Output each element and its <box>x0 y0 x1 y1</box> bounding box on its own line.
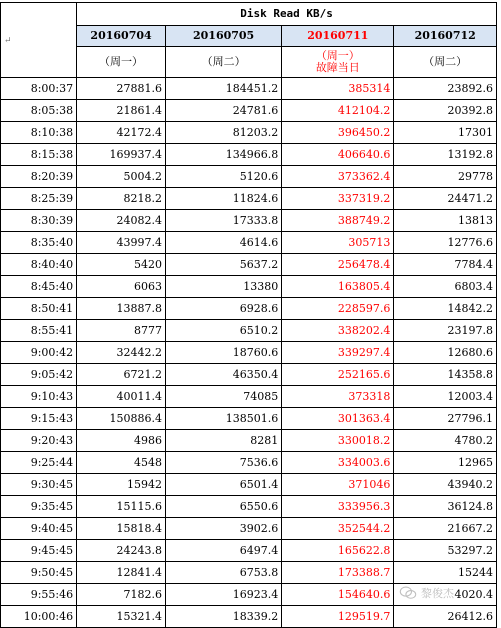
column-day-label: （周二） <box>201 55 246 68</box>
value-text: 6803.4 <box>454 279 493 293</box>
time-cell <box>1 342 77 364</box>
table-row <box>1 606 497 628</box>
column-date-label: 20160712 <box>414 29 476 42</box>
value-cell <box>282 452 394 474</box>
value-text: 46350.4 <box>232 367 279 381</box>
value-text: 7784.4 <box>454 257 493 271</box>
value-text: 6063 <box>133 279 162 293</box>
time-cell <box>1 430 77 452</box>
time-value: 8:00:37 <box>30 81 74 95</box>
value-cell <box>165 232 281 254</box>
value-cell <box>77 364 166 386</box>
column-day-label: （周二） <box>423 55 468 68</box>
value-text: 4020.4 <box>454 587 493 601</box>
value-cell <box>165 78 281 100</box>
value-text: 12841.4 <box>116 565 162 579</box>
value-text: 24243.8 <box>116 543 162 557</box>
value-cell <box>165 540 281 562</box>
table-row <box>1 540 497 562</box>
time-cell <box>1 364 77 386</box>
value-text: 14842.2 <box>447 301 493 315</box>
watermark-text: 黎俊杰 <box>421 587 454 600</box>
value-text: 7182.6 <box>123 587 162 601</box>
value-cell <box>394 298 497 320</box>
value-cell <box>282 320 394 342</box>
value-cell <box>77 78 166 100</box>
disk-read-table <box>0 2 497 628</box>
table-row <box>1 166 497 188</box>
column-date-header <box>282 26 394 47</box>
time-cell <box>1 540 77 562</box>
value-cell <box>165 342 281 364</box>
value-cell <box>282 474 394 496</box>
value-text: 21861.4 <box>116 103 162 117</box>
value-text: 388749.2 <box>337 213 391 227</box>
time-value: 9:55:46 <box>30 587 74 601</box>
value-text: 43940.2 <box>447 477 493 491</box>
value-text: 252165.6 <box>337 367 391 381</box>
value-cell <box>282 540 394 562</box>
column-date-label: 20160704 <box>90 29 152 42</box>
value-cell <box>165 518 281 540</box>
value-cell <box>77 122 166 144</box>
value-text: 169937.4 <box>109 147 162 161</box>
value-cell <box>394 122 497 144</box>
value-cell <box>165 496 281 518</box>
table-row <box>1 386 497 408</box>
column-day-header <box>165 47 281 78</box>
table-row <box>1 100 497 122</box>
time-value: 8:35:40 <box>30 235 74 249</box>
time-cell <box>1 474 77 496</box>
column-day-label: （周一） <box>99 55 144 68</box>
value-cell <box>282 518 394 540</box>
value-cell <box>165 188 281 210</box>
value-text: 24082.4 <box>116 213 162 227</box>
value-text: 29778 <box>458 169 493 183</box>
table-row <box>1 144 497 166</box>
value-text: 20392.8 <box>447 103 493 117</box>
column-date-label: 20160711 <box>307 29 369 42</box>
value-cell <box>394 474 497 496</box>
value-text: 373362.4 <box>337 169 391 183</box>
value-cell <box>282 430 394 452</box>
time-cell <box>1 606 77 628</box>
table-row <box>1 408 497 430</box>
value-text: 337319.2 <box>337 191 391 205</box>
value-text: 334003.6 <box>337 455 391 469</box>
value-text: 330018.2 <box>337 433 391 447</box>
value-cell <box>77 408 166 430</box>
value-text: 15321.4 <box>116 609 162 623</box>
value-text: 373318 <box>348 389 391 403</box>
time-cell <box>1 518 77 540</box>
column-date-label: 20160705 <box>192 29 255 42</box>
value-text: 21667.2 <box>447 521 493 535</box>
value-cell <box>282 342 394 364</box>
value-cell <box>77 386 166 408</box>
value-text: 27796.1 <box>447 411 493 425</box>
value-cell <box>165 320 281 342</box>
value-cell <box>282 364 394 386</box>
value-cell <box>77 320 166 342</box>
value-text: 15115.6 <box>116 499 162 513</box>
column-date-header <box>165 26 281 47</box>
value-text: 338202.4 <box>337 323 391 337</box>
value-cell <box>165 210 281 232</box>
value-text: 333956.3 <box>337 499 391 513</box>
value-text: 134966.8 <box>225 147 279 161</box>
value-cell <box>394 188 497 210</box>
value-text: 4986 <box>133 433 162 447</box>
value-text: 53297.2 <box>447 543 493 557</box>
value-cell <box>394 232 497 254</box>
value-cell <box>165 474 281 496</box>
value-cell <box>165 606 281 628</box>
value-text: 5004.2 <box>123 169 162 183</box>
value-text: 36124.8 <box>447 499 493 513</box>
value-text: 165622.8 <box>337 543 391 557</box>
value-text: 26412.6 <box>447 609 493 623</box>
value-cell <box>394 452 497 474</box>
value-cell <box>77 518 166 540</box>
time-cell <box>1 276 77 298</box>
wechat-icon <box>399 586 417 600</box>
table-row <box>1 298 497 320</box>
value-cell <box>165 298 281 320</box>
table-row <box>1 254 497 276</box>
time-cell <box>1 320 77 342</box>
time-value: 9:30:45 <box>30 477 74 491</box>
value-cell <box>165 430 281 452</box>
value-text: 256478.4 <box>337 257 391 271</box>
time-value: 10:00:46 <box>23 609 74 623</box>
corner-cell <box>1 3 77 78</box>
value-text: 11824.6 <box>232 191 279 205</box>
table-row <box>1 364 497 386</box>
value-cell <box>77 254 166 276</box>
value-cell <box>77 496 166 518</box>
column-day-header <box>394 47 497 78</box>
value-cell <box>394 386 497 408</box>
time-value: 9:00:42 <box>30 345 74 359</box>
value-text: 6510.2 <box>239 323 279 337</box>
value-cell <box>394 562 497 584</box>
value-text: 5637.2 <box>239 257 279 271</box>
table-row <box>1 562 497 584</box>
value-cell <box>282 408 394 430</box>
time-value: 8:55:41 <box>30 323 74 337</box>
column-day-note: 故障当日 <box>315 61 360 74</box>
value-text: 17333.8 <box>232 213 279 227</box>
time-cell <box>1 386 77 408</box>
value-cell <box>165 166 281 188</box>
value-text: 184451.2 <box>225 81 279 95</box>
value-cell <box>282 562 394 584</box>
value-cell <box>77 606 166 628</box>
value-cell <box>165 144 281 166</box>
value-cell <box>282 496 394 518</box>
value-cell <box>165 584 281 606</box>
value-text: 3902.6 <box>239 521 279 535</box>
value-cell <box>282 100 394 122</box>
table-row <box>1 430 497 452</box>
value-cell <box>77 210 166 232</box>
time-value: 9:40:45 <box>30 521 74 535</box>
value-text: 43997.4 <box>116 235 162 249</box>
value-text: 42172.4 <box>116 125 162 139</box>
table-row <box>1 78 497 100</box>
value-cell <box>394 518 497 540</box>
table-row <box>1 518 497 540</box>
value-cell <box>282 188 394 210</box>
value-cell <box>282 584 394 606</box>
value-cell <box>282 166 394 188</box>
value-text: 305713 <box>348 235 391 249</box>
time-value: 9:25:44 <box>30 455 74 469</box>
value-text: 23197.8 <box>447 323 493 337</box>
table-row <box>1 276 497 298</box>
time-value: 9:35:45 <box>30 499 74 513</box>
value-cell <box>394 166 497 188</box>
value-text: 74085 <box>243 389 279 403</box>
value-cell <box>165 364 281 386</box>
time-value: 8:20:39 <box>30 169 74 183</box>
value-text: 8218.2 <box>123 191 162 205</box>
value-text: 13887.8 <box>116 301 162 315</box>
table-title <box>77 3 497 26</box>
value-text: 17301 <box>458 125 493 139</box>
value-cell <box>165 100 281 122</box>
value-text: 339297.4 <box>337 345 391 359</box>
value-text: 24781.6 <box>232 103 279 117</box>
value-text: 371046 <box>348 477 391 491</box>
time-cell <box>1 298 77 320</box>
value-text: 12965 <box>458 455 493 469</box>
value-cell <box>282 210 394 232</box>
value-text: 6550.6 <box>239 499 279 513</box>
value-text: 13380 <box>243 279 279 293</box>
value-cell <box>394 144 497 166</box>
value-cell <box>394 606 497 628</box>
value-cell <box>165 122 281 144</box>
value-text: 4614.6 <box>239 235 279 249</box>
value-cell <box>394 430 497 452</box>
value-text: 6721.2 <box>123 367 162 381</box>
value-text: 81203.2 <box>232 125 279 139</box>
value-cell <box>77 584 166 606</box>
value-cell <box>77 188 166 210</box>
value-text: 4548 <box>133 455 162 469</box>
value-text: 13813 <box>458 213 493 227</box>
value-text: 32442.2 <box>116 345 162 359</box>
time-cell <box>1 210 77 232</box>
value-cell <box>77 100 166 122</box>
value-text: 138501.6 <box>225 411 279 425</box>
value-cell <box>165 386 281 408</box>
time-cell <box>1 584 77 606</box>
time-cell <box>1 452 77 474</box>
value-text: 228597.6 <box>337 301 391 315</box>
time-value: 8:45:40 <box>30 279 74 293</box>
time-cell <box>1 254 77 276</box>
value-cell <box>77 452 166 474</box>
value-cell <box>77 298 166 320</box>
value-text: 16923.4 <box>232 587 279 601</box>
table-row <box>1 342 497 364</box>
value-text: 18760.6 <box>232 345 279 359</box>
value-cell <box>394 408 497 430</box>
value-cell <box>394 210 497 232</box>
time-value: 9:45:45 <box>30 543 74 557</box>
time-cell <box>1 166 77 188</box>
column-day-header <box>282 47 394 78</box>
value-cell <box>77 276 166 298</box>
value-text: 6928.6 <box>239 301 279 315</box>
value-cell <box>394 276 497 298</box>
table-row <box>1 452 497 474</box>
time-cell <box>1 122 77 144</box>
value-cell <box>282 606 394 628</box>
value-cell <box>394 254 497 276</box>
value-text: 6753.8 <box>239 565 279 579</box>
value-text: 12776.6 <box>447 235 493 249</box>
value-text: 18339.2 <box>232 609 279 623</box>
value-cell <box>282 144 394 166</box>
value-text: 40011.4 <box>116 389 162 403</box>
value-text: 154640.6 <box>337 587 391 601</box>
value-text: 6497.4 <box>239 543 279 557</box>
value-text: 5420 <box>133 257 162 271</box>
value-text: 396450.2 <box>337 125 391 139</box>
value-cell <box>394 540 497 562</box>
table-row <box>1 188 497 210</box>
time-cell <box>1 562 77 584</box>
value-text: 12680.6 <box>447 345 493 359</box>
table-title-text: Disk Read KB/s <box>240 7 333 20</box>
value-text: 8281 <box>250 433 279 447</box>
time-value: 8:50:41 <box>30 301 74 315</box>
time-cell <box>1 408 77 430</box>
value-cell <box>282 276 394 298</box>
value-text: 406640.6 <box>337 147 391 161</box>
value-text: 12003.4 <box>447 389 493 403</box>
time-value: 8:10:38 <box>30 125 74 139</box>
value-text: 24471.2 <box>447 191 493 205</box>
watermark <box>399 582 499 604</box>
column-date-header <box>394 26 497 47</box>
value-text: 6501.4 <box>239 477 279 491</box>
table-row <box>1 122 497 144</box>
value-cell <box>282 386 394 408</box>
time-value: 9:20:43 <box>30 433 74 447</box>
value-cell <box>77 144 166 166</box>
time-cell <box>1 144 77 166</box>
value-text: 15818.4 <box>116 521 162 535</box>
value-text: 13192.8 <box>447 147 493 161</box>
value-text: 412104.2 <box>337 103 391 117</box>
value-text: 27881.6 <box>116 81 162 95</box>
value-text: 23892.6 <box>447 81 493 95</box>
value-cell <box>165 562 281 584</box>
value-cell <box>394 342 497 364</box>
table-row <box>1 232 497 254</box>
time-cell <box>1 100 77 122</box>
value-cell <box>165 408 281 430</box>
value-cell <box>165 276 281 298</box>
table-row <box>1 210 497 232</box>
value-text: 173388.7 <box>337 565 391 579</box>
value-cell <box>282 298 394 320</box>
value-text: 129519.7 <box>337 609 391 623</box>
value-text: 301363.4 <box>337 411 391 425</box>
time-cell <box>1 232 77 254</box>
column-day-label: （周一） <box>315 49 360 62</box>
value-cell <box>394 320 497 342</box>
time-value: 8:30:39 <box>30 213 74 227</box>
value-text: 8777 <box>133 323 162 337</box>
value-cell <box>394 78 497 100</box>
value-cell <box>282 254 394 276</box>
value-text: 15942 <box>126 477 162 491</box>
value-cell <box>282 78 394 100</box>
paragraph-mark: ↵ <box>4 35 12 46</box>
value-cell <box>394 100 497 122</box>
value-text: 14358.8 <box>447 367 493 381</box>
time-value: 9:50:45 <box>30 565 74 579</box>
value-text: 4780.2 <box>454 433 493 447</box>
value-cell <box>165 254 281 276</box>
value-cell <box>77 342 166 364</box>
value-cell <box>394 364 497 386</box>
value-cell <box>77 562 166 584</box>
time-cell <box>1 188 77 210</box>
value-text: 150886.4 <box>109 411 162 425</box>
column-date-header <box>77 26 166 47</box>
value-cell <box>77 430 166 452</box>
value-text: 5120.6 <box>239 169 279 183</box>
time-value: 9:10:43 <box>30 389 74 403</box>
value-text: 385314 <box>348 81 391 95</box>
value-cell <box>165 452 281 474</box>
time-value: 8:40:40 <box>30 257 74 271</box>
time-value: 9:15:43 <box>30 411 74 425</box>
time-value: 8:25:39 <box>30 191 74 205</box>
value-cell <box>77 232 166 254</box>
value-cell <box>282 122 394 144</box>
value-cell <box>77 166 166 188</box>
value-text: 7536.6 <box>239 455 279 469</box>
time-value: 9:05:42 <box>30 367 74 381</box>
value-text: 163805.4 <box>337 279 391 293</box>
time-cell <box>1 78 77 100</box>
table-row <box>1 496 497 518</box>
value-cell <box>282 232 394 254</box>
time-value: 8:15:38 <box>30 147 74 161</box>
time-cell <box>1 496 77 518</box>
value-cell <box>77 474 166 496</box>
time-value: 8:05:38 <box>30 103 74 117</box>
value-cell <box>394 496 497 518</box>
value-text: 15244 <box>458 565 493 579</box>
value-text: 352544.2 <box>337 521 391 535</box>
table-row <box>1 320 497 342</box>
value-cell <box>77 540 166 562</box>
column-day-header <box>77 47 166 78</box>
table-row <box>1 474 497 496</box>
